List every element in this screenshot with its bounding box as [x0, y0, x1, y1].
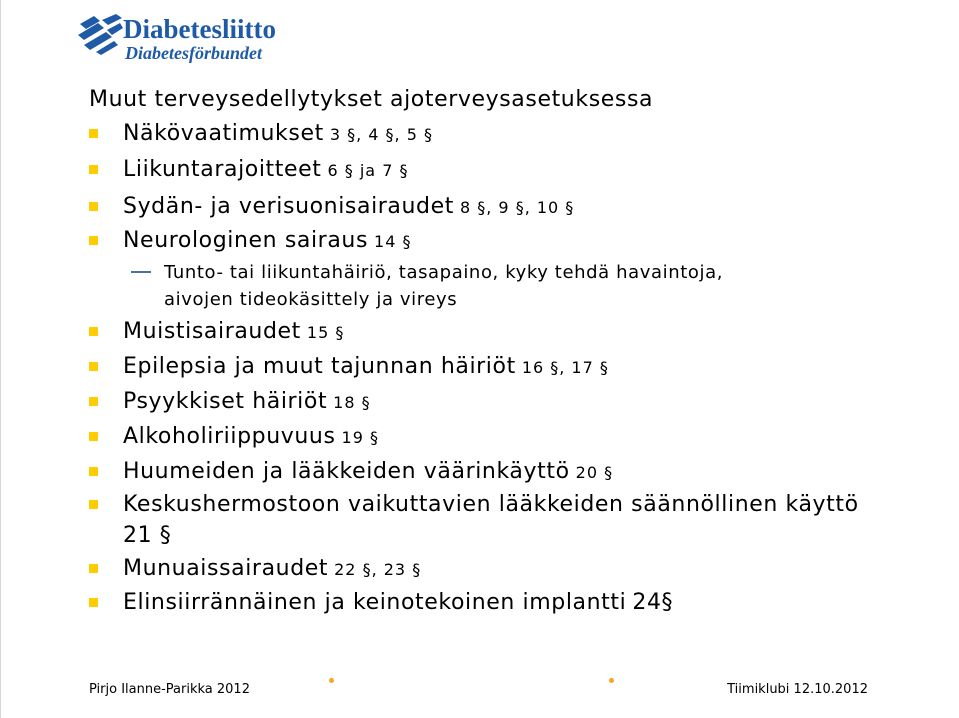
item-refs: 14 §: [374, 232, 412, 251]
list-item-label: [123, 586, 673, 620]
item-refs: 16 §, 17 §: [521, 358, 609, 377]
item-text: Elinsiirrännäinen ja keinotekoinen implantti: [123, 590, 627, 615]
bullet-square-icon: [89, 598, 98, 607]
footer-author: Pirjo Ilanne-Parikka 2012: [89, 682, 250, 697]
list-item-label: [123, 488, 859, 522]
item-text: Psyykkiset häiriöt: [123, 389, 328, 414]
item-text: Munuaissairaudet: [123, 556, 329, 581]
item-text: Liikuntarajoitteet: [123, 157, 322, 182]
item-text: Neurologinen sairaus: [123, 228, 369, 253]
bullet-square-icon: [89, 362, 98, 371]
bullet-square-icon: [89, 236, 98, 245]
logo-name: Diabetesliitto: [123, 14, 276, 44]
item-text: Keskushermostoon vaikuttavien lääkkeiden säännöllinen käyttö: [123, 492, 859, 517]
item-refs: 15 §: [306, 323, 345, 342]
sub-item-line-2: aivojen tideokäsittely ja vireys: [164, 289, 458, 310]
bullet-square-icon: [89, 165, 98, 174]
footer-dot-icon: [329, 678, 334, 683]
sub-bullet-dash-icon: [131, 271, 151, 273]
item-text: Sydän- ja verisuonisairaudet: [123, 194, 454, 219]
item-refs: 8 §, 9 §, 10 §: [459, 198, 575, 217]
slide-title: Muut terveysedellytykset ajoterveysasetuksessa: [89, 87, 654, 112]
list-item-label: [123, 117, 433, 152]
item-refs-wrapped: 21 §: [123, 523, 172, 548]
item-refs: 24§: [632, 590, 674, 615]
item-refs: 22 §, 23 §: [334, 560, 422, 579]
list-item-label: [123, 315, 344, 350]
bullet-square-icon: [89, 467, 98, 476]
item-text: Näkövaatimukset: [123, 121, 324, 146]
item-text: Muistisairaudet: [123, 319, 301, 344]
list-item-label: [123, 153, 408, 188]
item-text: Epilepsia ja muut tajunnan häiriöt: [123, 354, 516, 379]
bullet-square-icon: [89, 500, 98, 509]
list-item-label: [123, 350, 609, 385]
item-refs: 19 §: [341, 428, 379, 447]
item-refs: 3 §, 4 §, 5 §: [329, 125, 433, 144]
diabetesliitto-logo-icon: [76, 14, 124, 56]
bullet-square-icon: [89, 327, 98, 336]
bullet-square-icon: [89, 202, 98, 211]
footer-dot-icon: [609, 678, 614, 683]
bullet-square-icon: [89, 129, 98, 138]
list-item-label: [123, 455, 613, 490]
list-item-label: [123, 385, 371, 420]
item-refs: 6 § ja 7 §: [327, 161, 409, 180]
bullet-square-icon: [89, 397, 98, 406]
item-refs: 20 §: [575, 463, 614, 482]
list-item-label: [123, 224, 411, 259]
list-item-label: [123, 552, 421, 587]
list-item-label: [123, 420, 379, 455]
bullet-square-icon: [89, 564, 98, 573]
bullet-square-icon: [89, 432, 98, 441]
list-item-label: [123, 190, 574, 225]
item-text: Huumeiden ja lääkkeiden väärinkäyttö: [123, 459, 570, 484]
item-text: Alkoholiriippuvuus: [123, 424, 336, 449]
item-refs: 18 §: [333, 393, 371, 412]
logo-subname: Diabetesförbundet: [125, 43, 262, 63]
sub-item-line-1: Tunto- tai liikuntahäiriö, tasapaino, kyky tehdä havaintoja,: [164, 262, 724, 283]
footer-event: Tiimiklubi 12.10.2012: [727, 682, 868, 697]
